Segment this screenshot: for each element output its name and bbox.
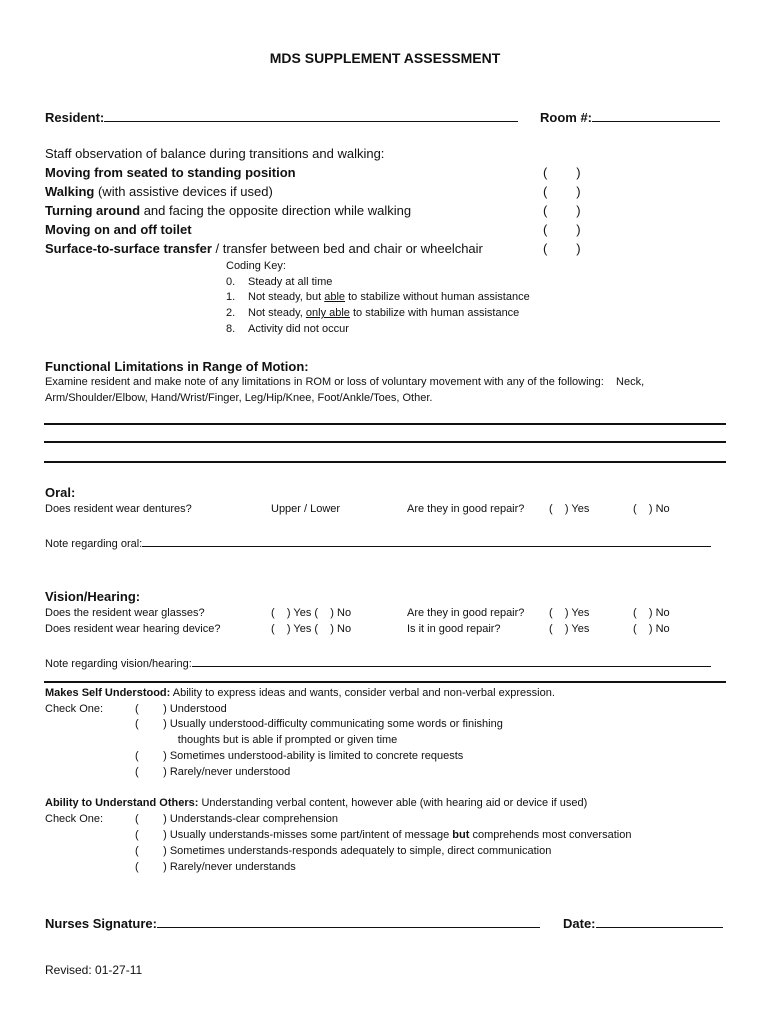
room-field — [540, 108, 720, 125]
self-understood-option[interactable]: ( ) Usually understood-difficulty communicating some words or finishing — [135, 718, 503, 730]
room-label: Room #: — [540, 110, 592, 125]
vision-heading: Vision/Hearing: — [45, 589, 141, 604]
resident-label: Resident: — [45, 110, 105, 125]
coding-key-item: 1. Not steady, but able to stabilize without human assistance — [226, 291, 530, 303]
revised-date: Revised: 01-27-11 — [45, 963, 143, 977]
balance-item: Surface-to-surface transfer / transfer between bed and chair or wheelchair — [45, 241, 483, 256]
date-field — [563, 914, 723, 931]
self-understood-desc: Ability to express ideas and wants, consider verbal and non-verbal expression. — [170, 687, 555, 699]
rom-note-line[interactable] — [44, 461, 726, 463]
hearing-repair-yes[interactable]: ( ) Yes — [549, 623, 590, 635]
self-understood-heading: Makes Self Understood: — [45, 687, 171, 699]
coding-key-item: 0. Steady at all time — [226, 276, 333, 288]
dentures-repair-no[interactable]: ( ) No — [633, 503, 670, 515]
date-label: Date: — [563, 916, 596, 931]
hearing-yes-no[interactable]: ( ) Yes ( ) No — [271, 623, 352, 635]
dentures-question: Does resident wear dentures? — [45, 503, 192, 515]
vision-note-field — [45, 655, 711, 670]
oral-heading: Oral: — [45, 485, 76, 500]
understand-others-heading: Ability to Understand Others: — [45, 797, 199, 809]
balance-score-box[interactable]: ( ) — [543, 222, 581, 237]
dentures-type[interactable]: Upper / Lower — [271, 503, 341, 515]
signature-field — [45, 914, 540, 931]
balance-score-box[interactable]: ( ) — [543, 241, 581, 256]
dentures-repair-yes[interactable]: ( ) Yes — [549, 503, 590, 515]
glasses-repair-question: Are they in good repair? — [407, 607, 525, 619]
self-understood-check-one: Check One: — [45, 703, 104, 715]
section-divider — [44, 681, 726, 683]
glasses-yes-no[interactable]: ( ) Yes ( ) No — [271, 607, 352, 619]
balance-item: Walking (with assistive devices if used) — [45, 184, 273, 199]
signature-label: Nurses Signature: — [45, 916, 157, 931]
balance-score-box[interactable]: ( ) — [543, 165, 581, 180]
rom-heading: Functional Limitations in Range of Motion: — [45, 359, 309, 374]
balance-intro: Staff observation of balance during transitions and walking: — [45, 146, 385, 161]
glasses-question: Does the resident wear glasses? — [45, 607, 205, 619]
hearing-repair-question: Is it in good repair? — [407, 623, 501, 635]
balance-item: Moving from seated to standing position — [45, 165, 296, 180]
rom-note-line[interactable] — [44, 423, 726, 425]
dentures-repair-question: Are they in good repair? — [407, 503, 525, 515]
balance-score-box[interactable]: ( ) — [543, 203, 581, 218]
page-title: MDS SUPPLEMENT ASSESSMENT — [269, 50, 501, 66]
glasses-repair-no[interactable]: ( ) No — [633, 607, 670, 619]
signature-line[interactable] — [157, 914, 540, 928]
rom-instructions-2: Arm/Shoulder/Elbow, Hand/Wrist/Finger, Leg/Hip/Knee, Foot/Ankle/Toes, Other. — [45, 392, 433, 404]
understand-others-option[interactable]: ( ) Understands-clear comprehension — [135, 813, 338, 825]
resident-field — [45, 108, 518, 125]
coding-key-title: Coding Key: — [226, 260, 286, 272]
understand-others-option[interactable]: ( ) Rarely/never understands — [135, 861, 296, 873]
oral-note-line[interactable] — [142, 535, 711, 547]
balance-score-box[interactable]: ( ) — [543, 184, 581, 199]
self-understood-header — [45, 687, 555, 699]
vision-note-label: Note regarding vision/hearing: — [45, 658, 192, 670]
self-understood-option[interactable]: ( ) Sometimes understood-ability is limited to concrete requests — [135, 750, 464, 762]
understand-others-desc: Understanding verbal content, however able (with hearing aid or device if used) — [198, 797, 588, 809]
oral-note-label: Note regarding oral: — [45, 538, 143, 550]
vision-note-line[interactable] — [192, 655, 711, 667]
understand-others-option[interactable]: ( ) Sometimes understands-responds adequately to simple, direct communication — [135, 845, 552, 857]
self-understood-option-cont: thoughts but is able if prompted or given time — [135, 734, 398, 746]
room-input-line[interactable] — [592, 108, 720, 122]
balance-item: Moving on and off toilet — [45, 222, 192, 237]
rom-instructions-1: Examine resident and make note of any limitations in ROM or loss of voluntary movement with any of the following: Neck, — [45, 376, 645, 388]
self-understood-option[interactable]: ( ) Rarely/never understood — [135, 766, 291, 778]
hearing-repair-no[interactable]: ( ) No — [633, 623, 670, 635]
balance-item: Turning around and facing the opposite direction while walking — [45, 203, 412, 218]
coding-key-item: 2. Not steady, only able to stabilize with human assistance — [226, 307, 520, 319]
self-understood-option[interactable]: ( ) Understood — [135, 703, 227, 715]
hearing-device-question: Does resident wear hearing device? — [45, 623, 221, 635]
resident-input-line[interactable] — [104, 108, 518, 122]
rom-note-line[interactable] — [44, 441, 726, 443]
date-line[interactable] — [596, 914, 723, 928]
glasses-repair-yes[interactable]: ( ) Yes — [549, 607, 590, 619]
understand-others-option[interactable]: ( ) Usually understands-misses some part/intent of message but comprehends most conversation — [135, 829, 632, 841]
understand-others-check-one: Check One: — [45, 813, 104, 825]
oral-note-field — [45, 535, 711, 550]
coding-key-item: 8. Activity did not occur — [226, 323, 349, 335]
understand-others-header — [45, 797, 587, 809]
